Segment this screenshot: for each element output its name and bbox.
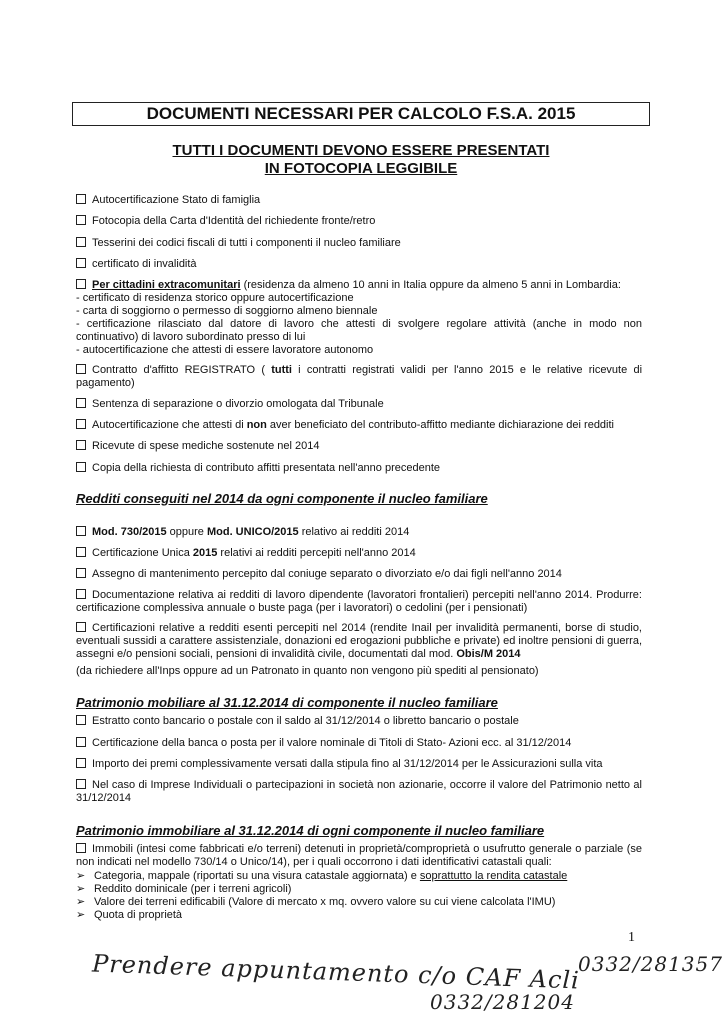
copia-item: Copia della richiesta di contributo affitti presentata nell'anno precedente bbox=[76, 462, 642, 475]
checkbox-icon bbox=[76, 526, 86, 536]
immobiliare-heading: Patrimonio immobiliare al 31.12.2014 di ogni componente il nucleo familiare bbox=[76, 823, 545, 838]
checkbox-icon bbox=[76, 568, 86, 578]
immobiliare-bullet: ➢ Valore dei terreni edificabili (Valore di mercato x mq. ovvero valore su cui viene calcolata l'IMU) bbox=[76, 896, 556, 908]
checkbox-icon bbox=[76, 279, 86, 289]
immobiliare-bullet: ➢ Quota di proprietà bbox=[76, 909, 183, 921]
checklist-item: Tesserini dei codici fiscali di tutti i componenti il nucleo familiare bbox=[76, 237, 642, 250]
immobiliare-intro: Immobili (intesi come fabbricati e/o terreni) detenuti in proprietà/comproprietà o usufrutto generale o parziale (se non indicati nel modello 730/14 o Unico/14), per i quali occorrono i dati identificativi catastali quali: bbox=[76, 843, 642, 868]
mobiliare-item: Certificazione della banca o posta per il valore nominale di Titoli di Stato- Azioni ecc. al 31/12/2014 bbox=[76, 737, 642, 750]
modello-item: Mod. 730/2015 oppure Mod. UNICO/2015 relativo ai redditi 2014 bbox=[76, 526, 642, 539]
sentenza-item: Sentenza di separazione o divorzio omologata dal Tribunale bbox=[76, 398, 642, 411]
extracom-subitem: - autocertificazione che attesti di essere lavoratore autonomo bbox=[76, 344, 374, 356]
checkbox-icon bbox=[76, 715, 86, 725]
document-title: DOCUMENTI NECESSARI PER CALCOLO F.S.A. 2015 bbox=[72, 102, 650, 126]
arrow-bullet-icon: ➢ bbox=[76, 870, 86, 882]
checkbox-icon bbox=[76, 398, 86, 408]
documentazione-item: Documentazione relativa ai redditi di lavoro dipendente (lavoratori frontalieri) percepiti nell'anno 2014. Produrre: certificazione complessiva annuale o buste paga (per i lavoratori) o cedolini (per i pensionati) bbox=[76, 589, 642, 614]
handwritten-phone-1: 0332/281357 bbox=[578, 952, 723, 976]
checklist-item: Autocertificazione Stato di famiglia bbox=[76, 194, 642, 207]
contratto-item: Contratto d'affitto REGISTRATO ( tutti i contratti registrati validi per l'anno 2015 e le relative ricevute di pagamento) bbox=[76, 364, 643, 389]
assegno-item: Assegno di mantenimento percepito dal coniuge separato o divorziato e/o dai figli nell'anno 2014 bbox=[76, 568, 642, 581]
mobiliare-item: Nel caso di Imprese Individuali o partecipazioni in società non azionarie, occorre il valore del Patrimonio netto al 31/12/2014 bbox=[76, 779, 642, 804]
checkbox-icon bbox=[76, 215, 86, 225]
checkbox-icon bbox=[76, 843, 86, 853]
autocert-non-item: Autocertificazione che attesti di non aver beneficiato del contributo-affitto mediante dichiarazione dei redditi bbox=[76, 419, 642, 432]
cu-item: Certificazione Unica 2015 relativi ai redditi percepiti nell'anno 2014 bbox=[76, 547, 642, 560]
handwritten-note: Prendere appuntamento c/o CAF Acli bbox=[91, 949, 581, 995]
immobiliare-bullet: ➢ Reddito dominicale (per i terreni agricoli) bbox=[76, 883, 292, 895]
mobiliare-item: Importo dei premi complessivamente versati dalla stipula fino al 31/12/2014 per le Assicurazioni sulla vita bbox=[76, 758, 642, 771]
extracom-subitem: - carta di soggiorno o permesso di soggiorno almeno biennale bbox=[76, 305, 378, 317]
subtitle-line-2: IN FOTOCOPIA LEGGIBILE bbox=[264, 160, 458, 177]
esenti-item: Certificazioni relative a redditi esenti percepiti nel 2014 (rendite Inail per invalidità permanenti, borse di studio, eventuali sussidi a carattere assistenziale, donazioni ed erogazioni pubbliche e private) ed inoltre pensioni di guerra, assegni e/o pensioni sociali, pensioni di invalidità civile, documentati dal mod. Obis/M 2014 bbox=[76, 622, 642, 660]
checklist-item: Fotocopia della Carta d'Identità del richiedente fronte/retro bbox=[76, 215, 642, 228]
checkbox-icon bbox=[76, 547, 86, 557]
extracom-subitem: - certificazione rilasciato dal datore di lavoro che attesti di svolgere regolare attività (anche in modo non continuativo) di lavoro subordinato presso di lui bbox=[76, 318, 642, 343]
esenti-note: (da richiedere all'Inps oppure ad un Patronato in quanto non vengono più spediti al pensionato) bbox=[76, 665, 539, 677]
mobiliare-heading: Patrimonio mobiliare al 31.12.2014 di componente il nucleo familiare bbox=[76, 695, 498, 710]
ricevute-item: Ricevute di spese mediche sostenute nel 2014 bbox=[76, 440, 642, 453]
extracom-item: Per cittadini extracomunitari (residenza da almeno 10 anni in Italia oppure da almeno 5 anni in Lombardia: bbox=[76, 279, 642, 292]
checkbox-icon bbox=[76, 737, 86, 747]
arrow-bullet-icon: ➢ bbox=[76, 896, 86, 908]
checkbox-icon bbox=[76, 462, 86, 472]
checkbox-icon bbox=[76, 419, 86, 429]
checkbox-icon bbox=[76, 440, 86, 450]
extracom-subitem: - certificato di residenza storico oppure autocertificazione bbox=[76, 292, 354, 304]
checkbox-icon bbox=[76, 622, 86, 632]
checklist-item: certificato di invalidità bbox=[76, 258, 642, 271]
checkbox-icon bbox=[76, 258, 86, 268]
mobiliare-item: Estratto conto bancario o postale con il saldo al 31/12/2014 o libretto bancario o postale bbox=[76, 715, 642, 728]
subtitle-line-1: TUTTI I DOCUMENTI DEVONO ESSERE PRESENTATI bbox=[172, 142, 550, 159]
checkbox-icon bbox=[76, 237, 86, 247]
arrow-bullet-icon: ➢ bbox=[76, 909, 86, 921]
arrow-bullet-icon: ➢ bbox=[76, 883, 86, 895]
immobiliare-bullet: ➢ Categoria, mappale (riportati su una visura catastale aggiornata) e soprattutto la rendita catastale bbox=[76, 870, 568, 882]
checkbox-icon bbox=[76, 758, 86, 768]
checkbox-icon bbox=[76, 194, 86, 204]
page-number: 1 bbox=[628, 930, 635, 945]
checkbox-icon bbox=[76, 779, 86, 789]
checkbox-icon bbox=[76, 364, 86, 374]
handwritten-phone-2: 0332/281204 bbox=[430, 990, 575, 1014]
checkbox-icon bbox=[76, 589, 86, 599]
redditi-heading: Redditi conseguiti nel 2014 da ogni componente il nucleo familiare bbox=[76, 491, 488, 506]
